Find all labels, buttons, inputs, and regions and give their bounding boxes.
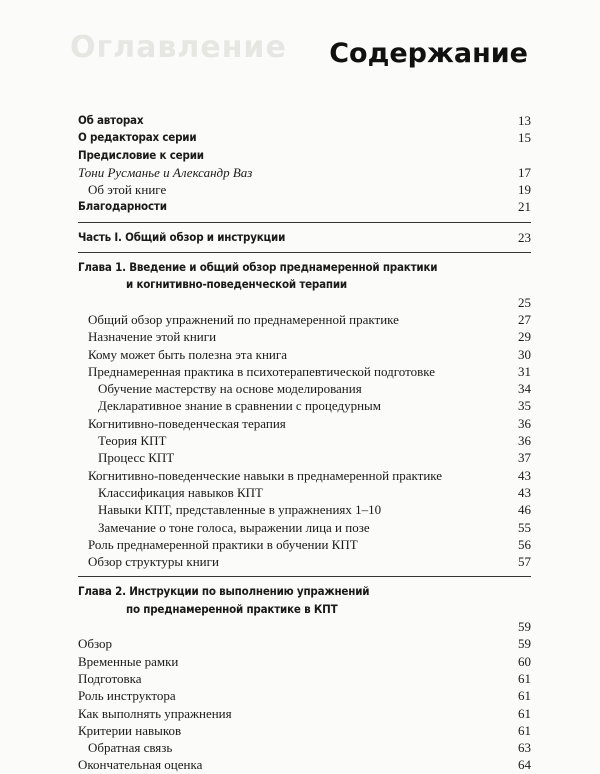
page-title: Содержание <box>329 38 528 69</box>
toc-entry-about-editors[interactable] <box>78 129 531 146</box>
toc-entry-page: 61 <box>518 722 531 738</box>
toc-entry-page: 31 <box>518 363 531 379</box>
ghost-title: Оглавление <box>70 30 287 65</box>
toc-entry-page: 25 <box>518 294 531 310</box>
toc-entry-label: О редакторах серии <box>78 130 197 145</box>
toc-entry-label: по преднамеренной практике в КПТ <box>126 601 338 616</box>
toc-entry-page: 30 <box>518 346 531 362</box>
toc-entry-about-book[interactable] <box>78 181 531 198</box>
toc-entry[interactable] <box>78 484 531 501</box>
toc-entry-page: 61 <box>518 688 531 704</box>
toc-entry-page: 56 <box>518 536 531 552</box>
toc-entry-label: Как выполнять упражнения <box>78 705 232 721</box>
toc-part-1[interactable] <box>78 229 531 246</box>
toc-chapter-2-page-row <box>78 618 531 635</box>
toc-entry-label: Роль инструктора <box>78 688 176 704</box>
toc-entry[interactable] <box>78 756 531 773</box>
toc-entry-label: Когнитивно-поведенческие навыки в преднамеренной практике <box>88 467 443 483</box>
toc-entry-label: Об этой книге <box>88 182 167 198</box>
toc-entry-label: Обзор <box>78 636 113 652</box>
toc-entry-page: 46 <box>518 502 531 518</box>
toc-entry[interactable] <box>78 705 531 722</box>
toc-entry-label: Навыки КПТ, представленные в упражнениях 1–10 <box>98 502 382 518</box>
toc-entry[interactable] <box>78 415 531 432</box>
toc-entry-page: 61 <box>518 705 531 721</box>
toc-entry-label: и когнитивно-поведенческой терапии <box>126 277 347 292</box>
toc-entry-page: 34 <box>518 381 531 397</box>
toc-entry[interactable] <box>78 328 531 345</box>
toc-entry-label: Классификация навыков КПТ <box>98 484 263 500</box>
toc-entry-page: 64 <box>518 757 531 773</box>
toc-entry-label: Роль преднамеренной практики в обучении КПТ <box>88 536 358 552</box>
toc-entry-acknowledgements[interactable] <box>78 198 531 215</box>
toc-chapter-2[interactable] <box>78 583 531 600</box>
toc-entry-page: 43 <box>518 484 531 500</box>
toc-entry[interactable] <box>78 635 531 652</box>
toc-entry-page: 36 <box>518 415 531 431</box>
toc-entry-label: Замечание о тоне голоса, выражении лица и позе <box>98 519 370 535</box>
toc-entry-label: Окончательная оценка <box>78 757 203 773</box>
toc-entry-label: Глава 1. Введение и общий обзор преднамеренной практики <box>78 260 438 275</box>
toc-entry-about-authors[interactable] <box>78 112 531 129</box>
toc-entry[interactable] <box>78 467 531 484</box>
toc-entry-label: Преднамеренная практика в психотерапевтической подготовке <box>88 363 436 379</box>
toc-chapter-1[interactable] <box>78 259 531 276</box>
toc-entry-page: 23 <box>518 229 531 245</box>
toc-entry-page: 37 <box>518 450 531 466</box>
toc-entry-label: Тони Русманье и Александр Ваз <box>78 164 253 180</box>
toc-entry-label: Критерии навыков <box>78 722 182 738</box>
toc-entry[interactable] <box>78 397 531 414</box>
toc-entry-label: Кому может быть полезна эта книга <box>88 346 287 362</box>
toc-entry-series-foreword[interactable] <box>78 147 531 164</box>
toc-chapter-2-cont[interactable] <box>78 601 531 618</box>
toc-entry-label: Об авторах <box>78 113 144 127</box>
toc-chapter-1-page-row <box>78 294 531 311</box>
toc-entry[interactable] <box>78 739 531 756</box>
toc-entry-label: Обратная связь <box>88 740 173 756</box>
toc-entry-label: Назначение этой книги <box>88 329 217 345</box>
toc-entry-page: 59 <box>518 636 531 652</box>
toc-entry-page: 63 <box>518 740 531 756</box>
table-of-contents <box>78 112 531 774</box>
toc-entry-page: 21 <box>518 199 531 215</box>
toc-entry[interactable] <box>78 363 531 380</box>
toc-entry-page: 43 <box>518 467 531 483</box>
toc-entry-label: Благодарности <box>78 199 167 214</box>
toc-entry-page: 61 <box>518 670 531 686</box>
toc-entry-label: Когнитивно-поведенческая терапия <box>88 415 286 431</box>
toc-entry-page: 35 <box>518 398 531 414</box>
toc-entry-page: 60 <box>518 653 531 669</box>
toc-entry-series-foreword-authors[interactable] <box>78 164 531 181</box>
toc-entry[interactable] <box>78 670 531 687</box>
toc-entry-page: 27 <box>518 311 531 327</box>
toc-entry-label: Подготовка <box>78 670 142 686</box>
toc-entry[interactable] <box>78 536 531 553</box>
toc-entry-label: Обзор структуры книги <box>88 554 219 570</box>
toc-entry[interactable] <box>78 432 531 449</box>
toc-entry-page: 13 <box>518 113 531 128</box>
toc-entry[interactable] <box>78 553 531 570</box>
toc-entry-label: Обучение мастерству на основе моделирования <box>98 381 362 397</box>
toc-entry-label: Часть I. Общий обзор и инструкции <box>78 229 286 244</box>
toc-entry-page: 19 <box>518 182 531 198</box>
toc-entry-label: Предисловие к серии <box>78 147 204 162</box>
toc-entry[interactable] <box>78 519 531 536</box>
toc-entry-label: Глава 2. Инструкции по выполнению упражнений <box>78 584 370 599</box>
toc-entry-page: 59 <box>518 619 531 635</box>
toc-entry-page: 17 <box>518 164 531 180</box>
toc-entry[interactable] <box>78 687 531 704</box>
toc-entry-page: 29 <box>518 329 531 345</box>
toc-entry-label: Теория КПТ <box>98 433 167 449</box>
toc-entry[interactable] <box>78 501 531 518</box>
toc-entry-page: 36 <box>518 433 531 449</box>
toc-entry-page: 55 <box>518 519 531 535</box>
toc-entry[interactable] <box>78 449 531 466</box>
toc-entry-page: 57 <box>518 554 531 570</box>
toc-entry-page: 15 <box>518 130 531 146</box>
toc-entry[interactable] <box>78 722 531 739</box>
toc-entry[interactable] <box>78 346 531 363</box>
toc-entry-label: Временные рамки <box>78 653 179 669</box>
toc-entry-label: Декларативное знание в сравнении с процедурным <box>98 398 381 414</box>
toc-entry[interactable] <box>78 380 531 397</box>
toc-entry-label: Общий обзор упражнений по преднамеренной практике <box>88 311 399 327</box>
toc-chapter-1-cont[interactable] <box>78 276 531 293</box>
toc-entry[interactable] <box>78 653 531 670</box>
toc-entry[interactable] <box>78 311 531 328</box>
toc-entry-label: Процесс КПТ <box>98 450 175 466</box>
